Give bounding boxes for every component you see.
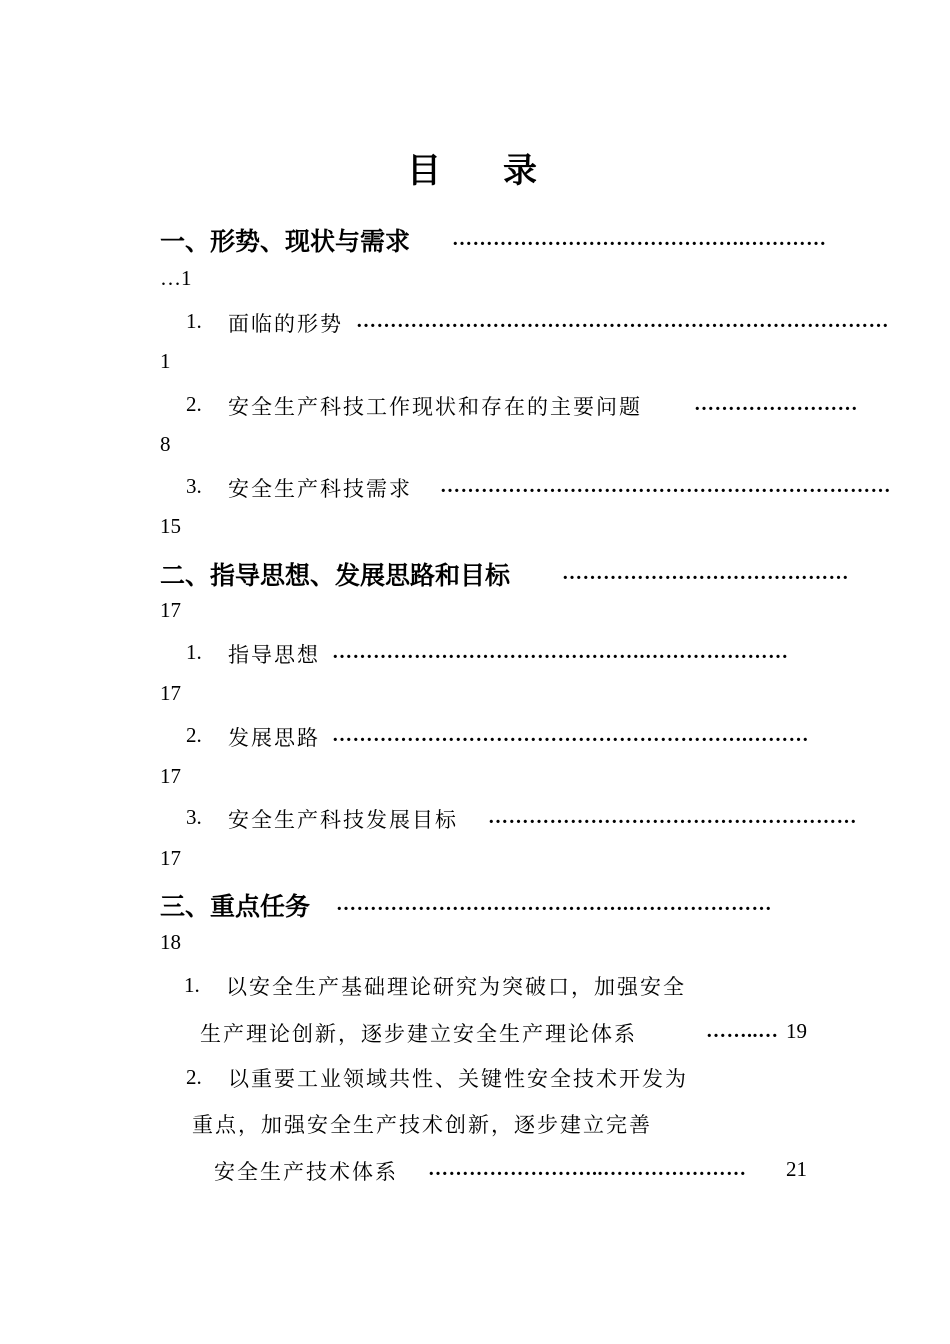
toc-section-3-label: 三、重点任务 xyxy=(160,892,311,921)
toc-section-3-leader: …………………………………….………………… xyxy=(336,893,772,915)
toc-item-3-1-line1: 以安全生产基础理论研究为突破口，加强安全 xyxy=(226,975,686,999)
toc-item-1-3-leader: ………………………………………………………… xyxy=(440,475,891,497)
title-char-2: 录 xyxy=(503,151,543,191)
toc-item-2-3-page: 17 xyxy=(160,846,181,870)
toc-item-1-1-leader: …………………………………………………………………… xyxy=(356,310,889,332)
toc-item-2-3-number: 3. xyxy=(186,805,202,829)
toc-item-2-1-leader: ……………………………………….………………… xyxy=(332,641,789,663)
toc-item-1-2-leader: …………………… xyxy=(694,393,858,415)
toc-item-1-1-page: 1 xyxy=(160,349,171,373)
toc-item-2-3-leader: ……………………………………………… xyxy=(488,806,857,828)
toc-item-3-1-line2: 生产理论创新，逐步建立安全生产理论体系 xyxy=(200,1022,637,1046)
toc-item-1-1-number: 1. xyxy=(186,309,202,333)
toc-item-3-1-leader: ……..… xyxy=(706,1020,779,1042)
toc-section-2-leader: …………………………………… xyxy=(562,562,849,584)
toc-section-1-leader: …………………………………….………… xyxy=(452,228,827,250)
toc-item-1-3-page: 15 xyxy=(160,514,181,538)
toc-section-2-label: 二、指导思想、发展思路和目标 xyxy=(160,561,511,590)
toc-item-1-3-label: 安全生产科技需求 xyxy=(228,477,412,501)
toc-section-1-page: …1 xyxy=(160,266,192,290)
toc-item-3-2-line1: 以重要工业领域共性、关键性安全技术开发为 xyxy=(228,1067,688,1091)
toc-section-3-page: 18 xyxy=(160,930,181,954)
toc-item-3-2-leader: ……………………..………………… xyxy=(428,1158,747,1180)
toc-item-2-1-number: 1. xyxy=(186,640,202,664)
toc-item-3-2-line3: 安全生产技术体系 xyxy=(214,1160,398,1184)
toc-item-1-2-page: 8 xyxy=(160,432,171,456)
toc-item-1-2-label: 安全生产科技工作现状和存在的主要问题 xyxy=(228,395,642,419)
toc-item-2-3-label: 安全生产科技发展目标 xyxy=(228,808,458,832)
toc-item-2-1-page: 17 xyxy=(160,681,181,705)
toc-item-2-2-label: 发展思路 xyxy=(228,726,320,750)
toc-item-3-2-page: 21 xyxy=(786,1157,807,1181)
toc-item-2-2-leader: …………………………………………………….……… xyxy=(332,724,809,746)
toc-item-1-3-number: 3. xyxy=(186,474,202,498)
toc-section-2-page: 17 xyxy=(160,598,181,622)
toc-item-2-2-number: 2. xyxy=(186,723,202,747)
toc-item-3-2-line2: 重点，加强安全生产技术创新，逐步建立完善 xyxy=(192,1113,652,1137)
toc-item-2-1-label: 指导思想 xyxy=(228,643,320,667)
toc-item-1-2-number: 2. xyxy=(186,392,202,416)
toc-item-3-2-number: 2. xyxy=(186,1065,202,1089)
toc-item-2-2-page: 17 xyxy=(160,764,181,788)
toc-title xyxy=(0,143,950,192)
toc-item-1-1-label: 面临的形势 xyxy=(228,312,343,336)
title-char-1: 目 xyxy=(407,151,447,191)
toc-section-1-label: 一、形势、现状与需求 xyxy=(160,227,411,256)
toc-item-3-1-number: 1. xyxy=(184,973,200,997)
toc-item-3-1-page: 19 xyxy=(786,1019,807,1043)
